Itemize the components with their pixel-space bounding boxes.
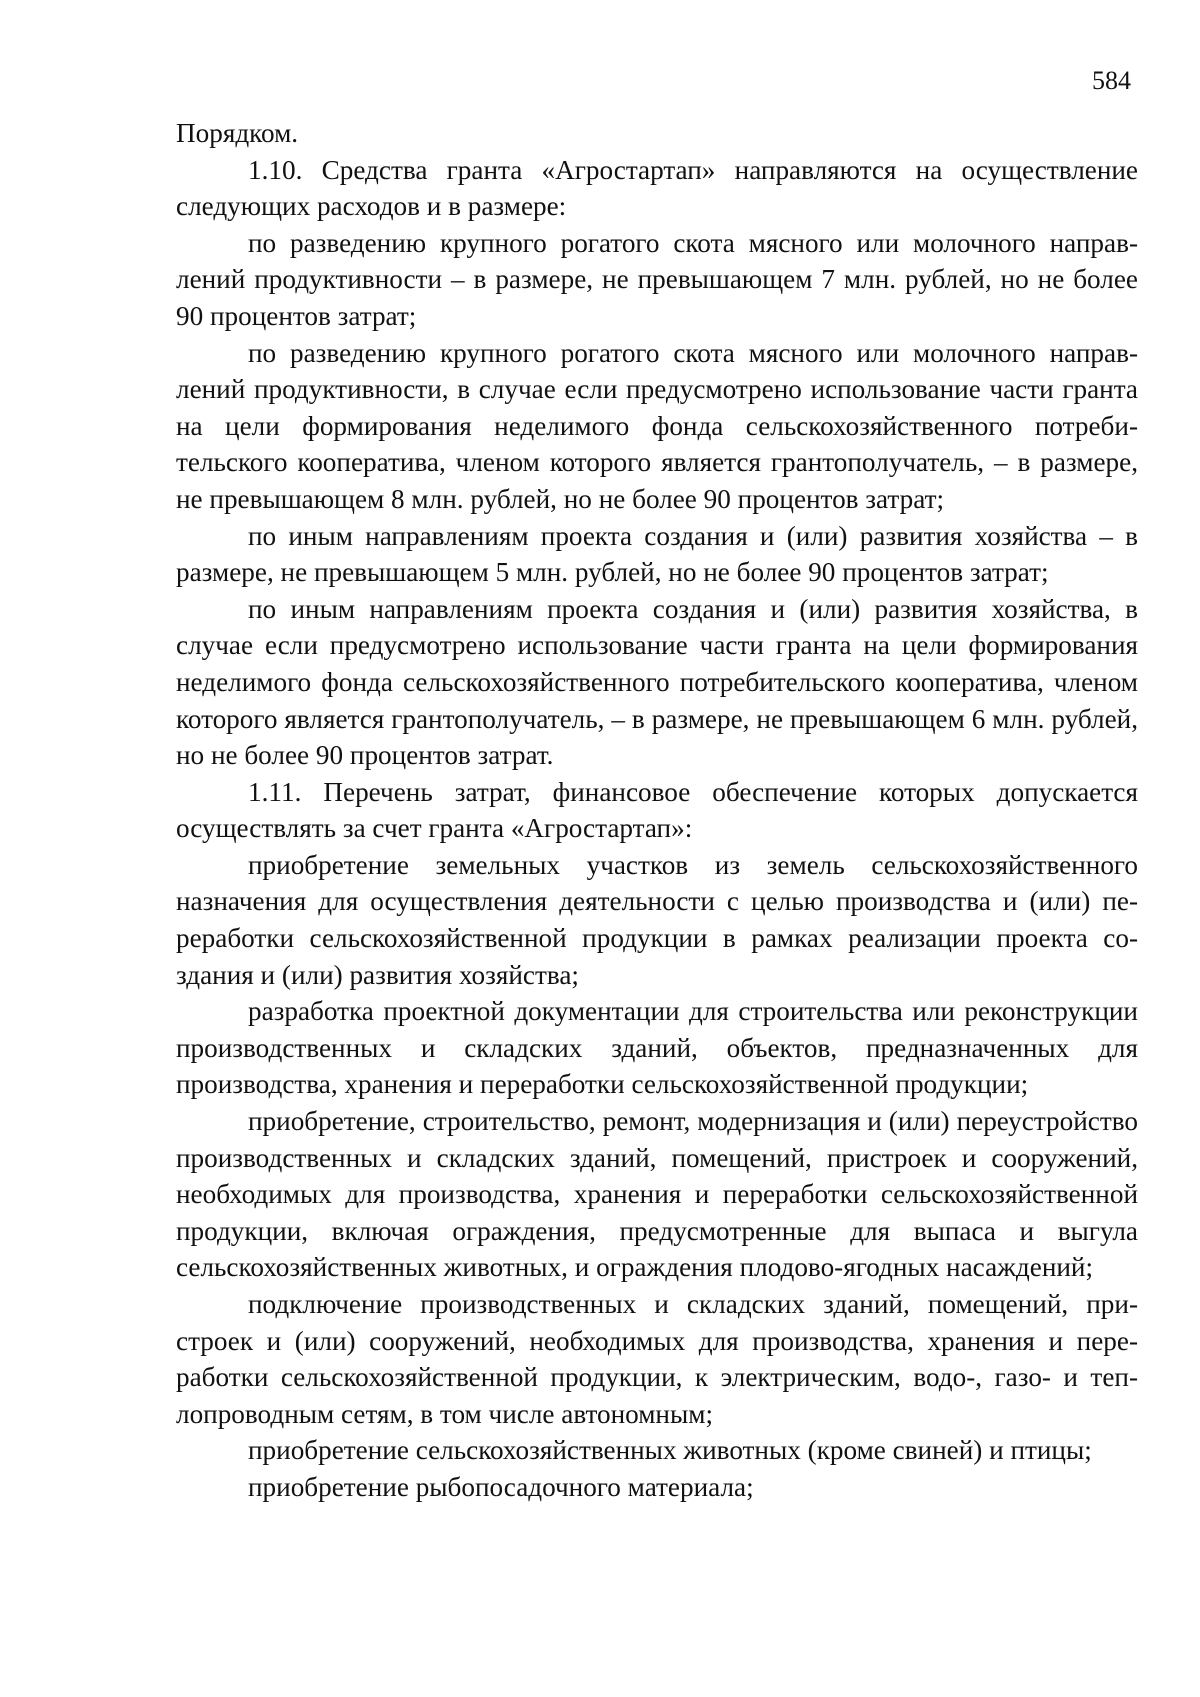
document-body xyxy=(176,115,1138,1506)
list-item: приобретение земельных участков из земель сельскохозяйственного назначения для осуществления деятельности с целью производства и (или) переработки сельскохозяйственной продукции в рамках реализации проекта создания и (или) развития хозяйства; xyxy=(176,849,1138,990)
list-item: приобретение рыбопосадочного материала; xyxy=(248,1471,754,1502)
paragraph: Порядком. xyxy=(176,118,299,148)
list-item: разработка проектной документации для строительства или реконструкции производственных и складских зданий, объектов, предназначенных для производства, хранения и переработки сельскохозяйственной продукции; xyxy=(176,996,1138,1100)
list-item: по иным направлениям проекта создания и (или) развития хозяйства – в размере, не превышающем 5 млн. рублей, но не более 90 процентов затрат; xyxy=(176,520,1138,588)
list-item: по иным направлениям проекта создания и (или) развития хозяйства, в случае если предусмотрено использование части гранта на цели формирования неделимого фонда сельскохозяйственного потребительского кооператива, членом которого является грантополучатель, – в размере, не превышающем 6 млн. рублей, но не более 90 процентов затрат. xyxy=(176,593,1138,771)
list-item: приобретение сельскохозяйственных животных (кроме свиней) и птицы; xyxy=(248,1435,1092,1466)
list-item: по разведению крупного рогатого скота мясного или молочного направлений продуктивности, в случае если предусмотрено использование части гранта на цели формирования неделимого фонда сельскохозяйственного потребительского кооператива, членом которого является грантополучатель, – в размере, не превышающем 8 млн. рублей, но не более 90 процентов затрат; xyxy=(176,337,1138,514)
list-item: по разведению крупного рогатого скота мясного или молочного направлений продуктивности – в размере, не превышающем 7 млн. рублей, но не более 90 процентов затрат; xyxy=(176,227,1138,331)
section-1-11-heading: 1.11. Перечень затрат, финансовое обеспечение которых допускается осуществлять за счет гранта «Агростартап»: xyxy=(176,776,1138,844)
section-1-10-heading: 1.10. Средства гранта «Агростартап» направляются на осуществление следующих расходов и в размере: xyxy=(176,154,1138,222)
list-item: приобретение, строительство, ремонт, модернизация и (или) переустройство производственных и складских зданий, помещений, пристроек и сооружений, необходимых для производства, хранения и переработки сельскохозяйственной продукции, включая ограждения, предусмотренные для выпаса и выгула сельскохозяйственных животных, и ограждения плодово-ягодных насаждений; xyxy=(176,1106,1138,1283)
list-item: подключение производственных и складских зданий, помещений, пристроек и (или) сооружений, необходимых для производства, хранения и переработки сельскохозяйственной продукции, к электрическим, водо-, газо- и теплопроводным сетям, в том числе автономным; xyxy=(176,1289,1138,1429)
page-number: 584 xyxy=(1092,66,1131,95)
